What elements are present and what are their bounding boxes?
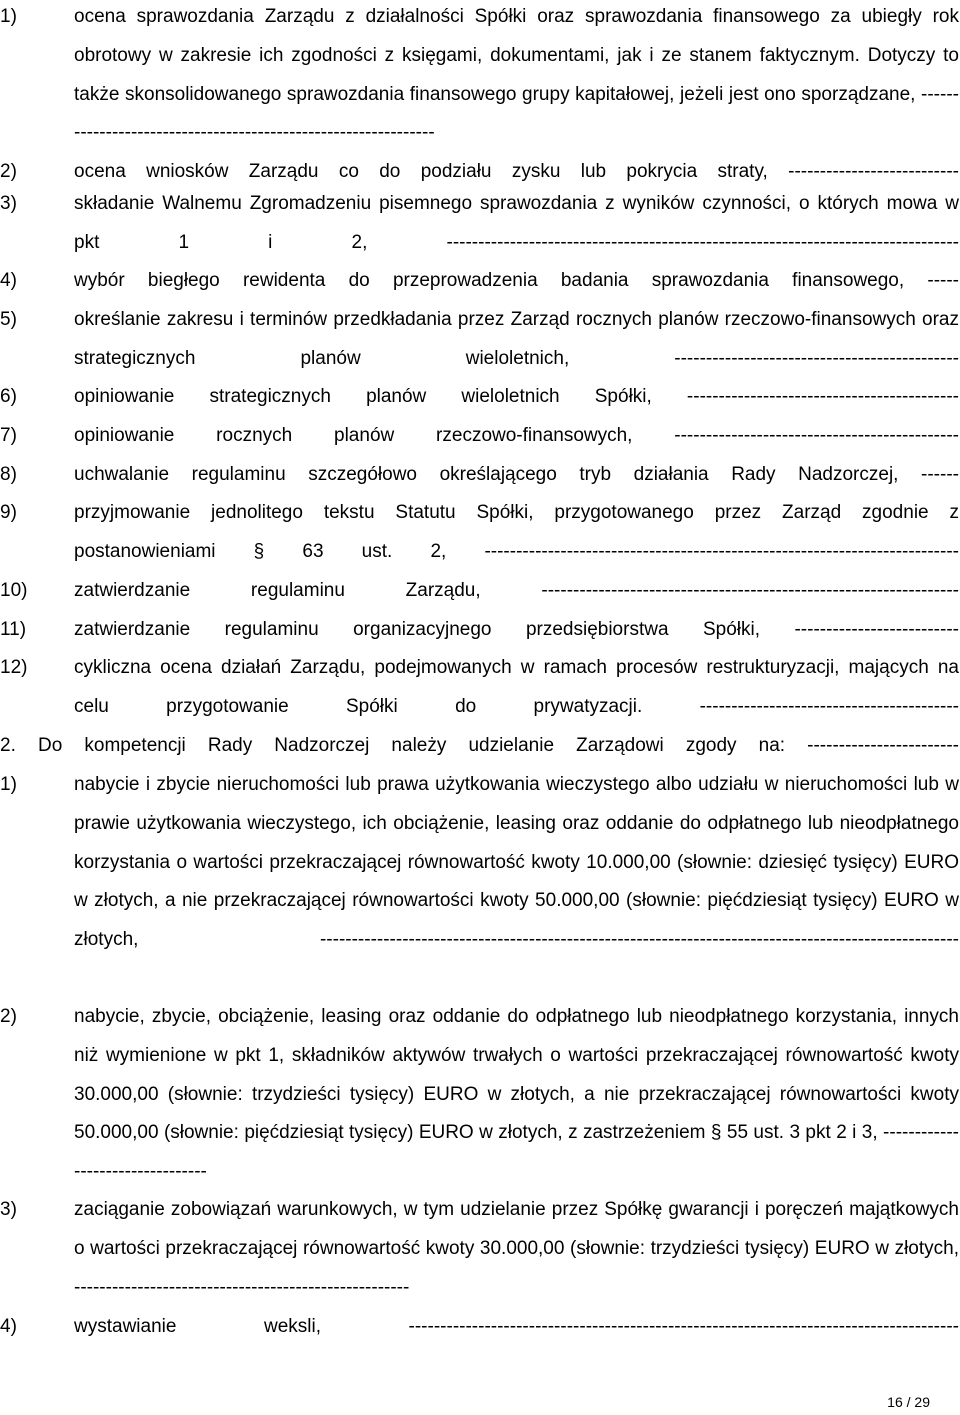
item-number: 2) bbox=[0, 1006, 17, 1027]
item-number: 12) bbox=[0, 657, 28, 678]
item-text: ocena sprawozdania Zarządu z działalności Spółki oraz sprawozdania finansowego za ubiegły rok obrotowy w zakresie ich zgodności z księgami, dokumentami, jak i ze stanem faktycznym. Dotyczy to także skonsolidowanego sprawozdania finansowego grupy kapitałowej, jeżeli jest ono sporządzane, --------------------------------------------------------------- bbox=[74, 6, 959, 144]
item-number: 3) bbox=[0, 193, 17, 214]
item-text: wybór biegłego rewidenta do przeprowadzenia badania sprawozdania finansowego, ----- bbox=[74, 270, 959, 291]
item-text: cykliczna ocena działań Zarządu, podejmowanych w ramach procesów restrukturyzacji, mających na celu przygotowanie Spółki do prywatyzacji. ----------------------------------------- bbox=[74, 657, 959, 717]
item-text: zatwierdzanie regulaminu Zarządu, ------------------------------------------------------------------ bbox=[74, 580, 959, 601]
item-text: opiniowanie rocznych planów rzeczowo-finansowych, --------------------------------------------- bbox=[74, 425, 959, 446]
item-number: 4) bbox=[0, 270, 17, 291]
item-text: uchwalanie regulaminu szczegółowo określającego tryb działania Rady Nadzorczej, ------ bbox=[74, 464, 959, 485]
item-number: 1) bbox=[0, 6, 17, 27]
item-number: 7) bbox=[0, 425, 17, 446]
item-number: 9) bbox=[0, 502, 17, 523]
item-text: określanie zakresu i terminów przedkładania przez Zarząd rocznych planów rzeczowo-finansowych oraz strategicznych planów wieloletnich, --------------------------------------------- bbox=[74, 309, 959, 369]
section-text: Do kompetencji Rady Nadzorczej należy udzielanie Zarządowi zgody na: ------------------------ bbox=[38, 735, 959, 756]
item-number: 3) bbox=[0, 1199, 17, 1220]
item-text: zaciąganie zobowiązań warunkowych, w tym udzielanie przez Spółkę gwarancji i poręczeń majątkowych o wartości przekraczającej równowartość kwoty 30.000,00 (słownie: trzydzieści tysięcy) EURO w złotych, ----------------------------------------------------- bbox=[74, 1199, 959, 1298]
item-text: opiniowanie strategicznych planów wieloletnich Spółki, ------------------------------------------- bbox=[74, 386, 959, 407]
page-number: 16 / 29 bbox=[887, 1394, 930, 1410]
item-number: 1) bbox=[0, 774, 17, 795]
item-text: przyjmowanie jednolitego tekstu Statutu Spółki, przygotowanego przez Zarząd zgodnie z postanowieniami § 63 ust. 2, --------------------------------------------------------------------------- bbox=[74, 502, 959, 562]
item-number: 10) bbox=[0, 580, 28, 601]
item-number: 8) bbox=[0, 464, 17, 485]
section-number: 2. bbox=[0, 735, 16, 756]
item-number: 11) bbox=[0, 619, 27, 640]
item-number: 4) bbox=[0, 1316, 17, 1337]
item-text: wystawianie weksli, --------------------------------------------------------------------------------------- bbox=[74, 1316, 959, 1337]
item-number: 5) bbox=[0, 309, 17, 330]
item-text: składanie Walnemu Zgromadzeniu pisemnego sprawozdania z wyników czynności, o których mowa w pkt 1 i 2, --------------------------------------------------------------------------------- bbox=[74, 193, 959, 253]
item-number: 6) bbox=[0, 386, 17, 407]
item-text: nabycie, zbycie, obciążenie, leasing oraz oddanie do odpłatnego lub nieodpłatnego korzystania, innych niż wymienione w pkt 1, składników aktywów trwałych o wartości przekraczającej równowartość kwoty 30.000,00 (słownie: trzydzieści tysięcy) EURO w złotych, a nie przekraczającej równowartości kwoty 50.000,00 (słownie: pięćdziesiąt tysięcy) EURO w złotych, z zastrzeżeniem § 55 ust. 3 pkt 2 i 3, --------------------------------- bbox=[74, 1006, 959, 1183]
item-number: 2) bbox=[0, 161, 17, 182]
item-text: ocena wniosków Zarządu co do podziału zysku lub pokrycia straty, --------------------------- bbox=[74, 161, 959, 182]
item-text: zatwierdzanie regulaminu organizacyjnego przedsiębiorstwa Spółki, -------------------------- bbox=[74, 619, 959, 640]
item-text: nabycie i zbycie nieruchomości lub prawa użytkowania wieczystego albo udziału w nieruchomości lub w prawie użytkowania wieczystego, ich obciążenie, leasing oraz oddanie do odpłatnego lub nieodpłatnego korzystania o wartości przekraczającej równowartość kwoty 10.000,00 (słownie: dziesięć tysięcy) EURO w złotych, a nie przekraczającej równowartości kwoty 50.000,00 (słownie: pięćdziesiąt tysięcy) EURO w złotych, ----------------------------------------------------------------------------------------------------- bbox=[74, 774, 959, 951]
